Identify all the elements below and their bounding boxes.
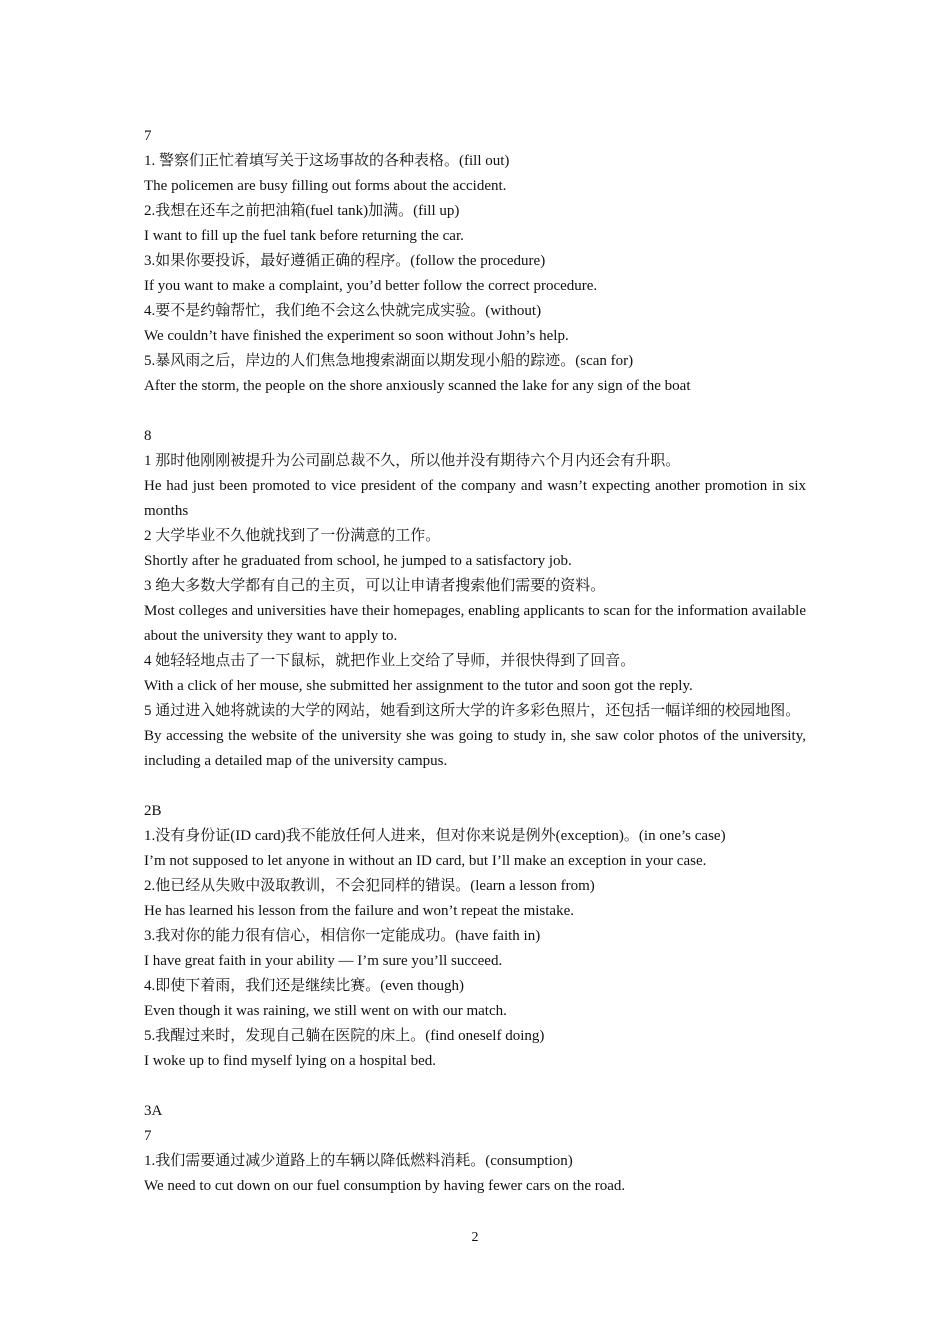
section-8 [144,424,806,774]
exercise-answer: With a click of her mouse, she submitted her assignment to the tutor and soon got the reply. [144,678,693,694]
exercise-prompt: 2.我想在还车之前把油箱(fuel tank)加满。(fill up) [144,203,460,219]
exercise-prompt: 2.他已经从失败中汲取教训，不会犯同样的错误。(learn a lesson from) [144,878,595,894]
section-heading: 8 [144,428,152,444]
section-heading: 7 [144,128,152,144]
section-spacer [144,399,806,424]
exercise-answer: Most colleges and universities have their homepages, enabling applicants to scan for the information available about the university they want to apply to. [144,603,806,644]
exercise-answer: Shortly after he graduated from school, he jumped to a satisfactory job. [144,553,572,569]
document-body [144,124,806,1199]
exercise-prompt: 5 通过进入她将就读的大学的网站，她看到这所大学的许多彩色照片，还包括一幅详细的校园地图。 [144,703,801,719]
exercise-answer: I’m not supposed to let anyone in without an ID card, but I’ll make an exception in your case. [144,853,707,869]
exercise-answer: If you want to make a complaint, you’d better follow the correct procedure. [144,278,598,294]
exercise-answer: I woke up to find myself lying on a hospital bed. [144,1053,437,1069]
exercise-prompt: 5.我醒过来时，发现自己躺在医院的床上。(find oneself doing) [144,1028,545,1044]
exercise-prompt: 1.我们需要通过减少道路上的车辆以降低燃料消耗。(consumption) [144,1153,573,1169]
exercise-answer: He has learned his lesson from the failure and won’t repeat the mistake. [144,903,574,919]
exercise-prompt: 4 她轻轻地点击了一下鼠标，就把作业上交给了导师，并很快得到了回音。 [144,653,636,669]
exercise-prompt: 5.暴风雨之后，岸边的人们焦急地搜索湖面以期发现小船的踪迹。(scan for) [144,353,634,369]
exercise-prompt: 1.没有身份证(ID card)我不能放任何人进来，但对你来说是例外(exception)。(in one’s case) [144,828,726,844]
exercise-answer: Even though it was raining, we still went on with our match. [144,1003,507,1019]
section-heading: 2B [144,803,162,819]
exercise-prompt: 2 大学毕业不久他就找到了一份满意的工作。 [144,528,441,544]
section-heading: 3A [144,1103,163,1119]
section-spacer [144,774,806,799]
section-2b [144,799,806,1074]
exercise-prompt: 3.如果你要投诉，最好遵循正确的程序。(follow the procedure) [144,253,546,269]
exercise-answer: I have great faith in your ability — I’m sure you’ll succeed. [144,953,503,969]
section-spacer [144,1074,806,1099]
section-subheading: 7 [144,1128,152,1144]
section-3a [144,1099,806,1199]
exercise-answer: The policemen are busy filling out forms about the accident. [144,178,507,194]
exercise-prompt: 4.要不是约翰帮忙，我们绝不会这么快就完成实验。(without) [144,303,542,319]
exercise-answer: We need to cut down on our fuel consumption by having fewer cars on the road. [144,1178,626,1194]
exercise-answer: After the storm, the people on the shore anxiously scanned the lake for any sign of the boat [144,378,691,394]
exercise-prompt: 4.即使下着雨，我们还是继续比赛。(even though) [144,978,464,994]
exercise-prompt: 1 那时他刚刚被提升为公司副总裁不久，所以他并没有期待六个月内还会有升职。 [144,453,681,469]
section-7 [144,124,806,399]
exercise-answer: He had just been promoted to vice president of the company and wasn’t expecting another promotion in six months [144,478,806,519]
exercise-prompt: 3.我对你的能力很有信心，相信你一定能成功。(have faith in) [144,928,541,944]
exercise-answer: By accessing the website of the university she was going to study in, she saw color photos of the university, including a detailed map of the university campus. [144,728,806,769]
exercise-prompt: 3 绝大多数大学都有自己的主页，可以让申请者搜索他们需要的资料。 [144,578,606,594]
exercise-prompt: 1. 警察们正忙着填写关于这场事故的各种表格。(fill out) [144,153,510,169]
exercise-answer: We couldn’t have finished the experiment so soon without John’s help. [144,328,569,344]
exercise-answer: I want to fill up the fuel tank before returning the car. [144,228,464,244]
page-number: 2 [471,1230,479,1245]
